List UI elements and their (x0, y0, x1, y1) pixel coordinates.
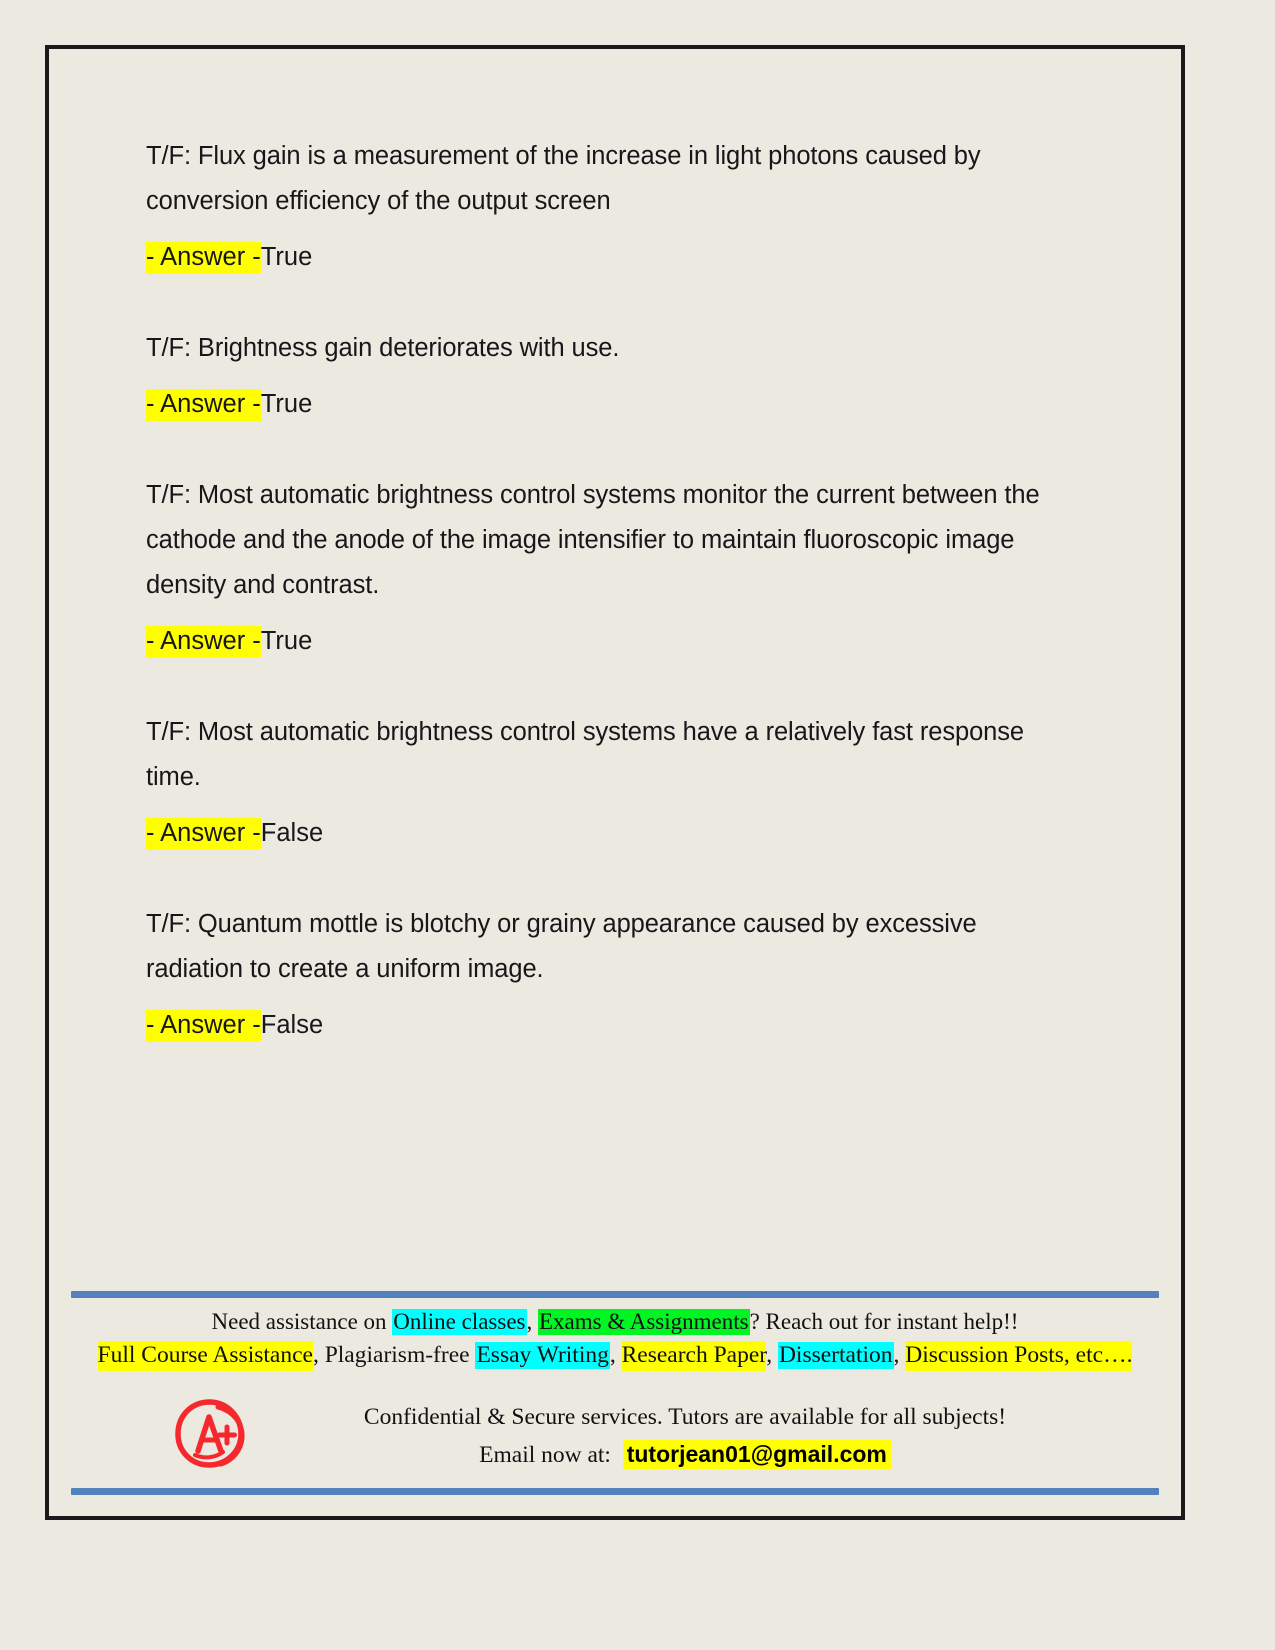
promo-line-1 (49, 1309, 1181, 1335)
footer-divider-bottom (71, 1488, 1159, 1495)
a-plus-grade-icon (171, 1395, 249, 1473)
question-text: T/F: Quantum mottle is blotchy or grainy appearance caused by excessive radiation to create a uniform image. (146, 910, 977, 983)
footer (49, 1291, 1181, 1516)
answer-line (146, 620, 1096, 662)
question-text: T/F: Flux gain is a measurement of the increase in light photons caused by conversion efficiency of the output screen (146, 142, 981, 215)
promo2-discussion-posts: Discussion Posts, etc…. (905, 1341, 1132, 1371)
answer-line (146, 236, 1096, 278)
promo1-exams-assignments: Exams & Assignments (539, 1309, 749, 1334)
questions-container (146, 134, 1096, 1046)
answer-label: - Answer - (146, 242, 261, 274)
question-text: T/F: Brightness gain deteriorates with use. (146, 334, 620, 362)
promo2-sep3: , (766, 1342, 778, 1368)
answer-value: True (260, 627, 313, 655)
promo2-dissertation: Dissertation (778, 1342, 893, 1368)
footer-divider-top (71, 1291, 1159, 1298)
promo1-part3: ? Reach out for instant help!! (749, 1309, 1019, 1334)
question-block (146, 902, 1096, 1046)
contact-block (249, 1399, 1121, 1474)
email-address[interactable]: tutorjean01@gmail.com (623, 1440, 891, 1469)
question-block (146, 134, 1096, 278)
promo-line-2 (49, 1342, 1181, 1369)
answer-line (146, 383, 1096, 425)
promo2-sep2: , (609, 1342, 622, 1368)
email-line (249, 1436, 1121, 1474)
promo1-part1: Need assistance on (211, 1309, 393, 1334)
promo1-part2: , (526, 1309, 538, 1334)
answer-value: False (260, 819, 324, 847)
answer-line (146, 1004, 1096, 1046)
confidential-text: Confidential & Secure services. Tutors are available for all subjects! (363, 1404, 1007, 1430)
question-block (146, 473, 1096, 662)
question-block (146, 710, 1096, 854)
promo2-research-paper: Research Paper (622, 1341, 767, 1371)
promo2-sep4: , (893, 1342, 906, 1368)
answer-label: - Answer - (146, 389, 261, 421)
promo2-full-course-assistance: Full Course Assistance (98, 1341, 313, 1371)
question-text: T/F: Most automatic brightness control systems have a relatively fast response time. (146, 718, 1024, 791)
answer-value: True (260, 243, 313, 271)
email-label: Email now at: (479, 1442, 611, 1468)
answer-label: - Answer - (146, 626, 261, 658)
promo2-sep1: , Plagiarism-free (312, 1342, 476, 1368)
question-block (146, 326, 1096, 425)
promo2-essay-writing: Essay Writing (476, 1342, 609, 1368)
question-text: T/F: Most automatic brightness control systems monitor the current between the cathode and the anode of the image intensifier to maintain fluoroscopic image density and contrast. (146, 481, 1040, 599)
document-page (45, 45, 1185, 1520)
answer-label: - Answer - (146, 818, 261, 850)
answer-line (146, 812, 1096, 854)
answer-value: True (260, 390, 313, 418)
promo1-online-classes: Online classes (393, 1309, 526, 1334)
answer-label: - Answer - (146, 1010, 261, 1042)
answer-value: False (260, 1011, 324, 1039)
